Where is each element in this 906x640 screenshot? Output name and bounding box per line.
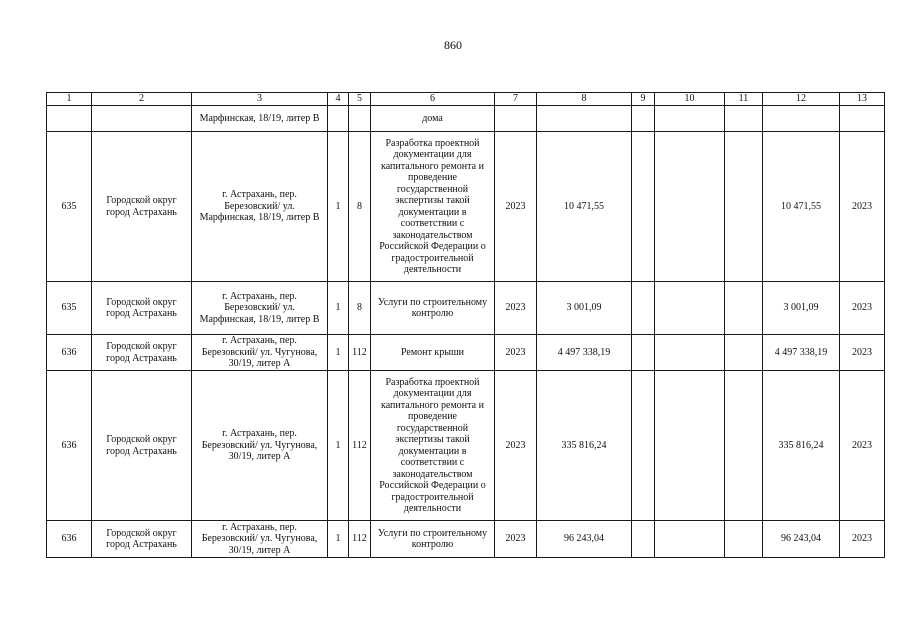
table-row	[47, 282, 885, 335]
row-number: 635	[47, 282, 92, 335]
col-11	[725, 335, 763, 371]
col-5: 8	[349, 132, 371, 282]
col-12: 4 497 338,19	[763, 335, 840, 371]
col-12	[763, 106, 840, 132]
address: Марфинская, 18/19, литер В	[192, 106, 328, 132]
col-4	[328, 106, 349, 132]
total-cost: 10 471,55	[537, 132, 632, 282]
col-12: 335 816,24	[763, 371, 840, 521]
column-number: 13	[840, 93, 885, 106]
column-number: 3	[192, 93, 328, 106]
col-10	[655, 282, 725, 335]
work-type: дома	[371, 106, 495, 132]
col-10	[655, 371, 725, 521]
col-11	[725, 282, 763, 335]
column-number: 10	[655, 93, 725, 106]
address: г. Астрахань, пер. Березовский/ ул. Марфинская, 18/19, литер В	[192, 282, 328, 335]
col-12: 96 243,04	[763, 521, 840, 558]
col-4: 1	[328, 371, 349, 521]
col-4: 1	[328, 282, 349, 335]
municipality: Городской округ город Астрахань	[92, 282, 192, 335]
municipality: Городской округ город Астрахань	[92, 335, 192, 371]
municipality: Городской округ город Астрахань	[92, 521, 192, 558]
col-4: 1	[328, 335, 349, 371]
completion-year: 2023	[840, 282, 885, 335]
col-5: 8	[349, 282, 371, 335]
total-cost: 96 243,04	[537, 521, 632, 558]
column-number: 11	[725, 93, 763, 106]
total-cost: 335 816,24	[537, 371, 632, 521]
table-row	[47, 106, 885, 132]
col-9	[632, 106, 655, 132]
column-number-row	[47, 93, 885, 106]
col-5: 112	[349, 521, 371, 558]
completion-year: 2023	[840, 132, 885, 282]
page-number: 860	[444, 38, 462, 52]
year: 2023	[495, 282, 537, 335]
col-10	[655, 335, 725, 371]
col-9	[632, 521, 655, 558]
municipality	[92, 106, 192, 132]
municipality: Городской округ город Астрахань	[92, 132, 192, 282]
year	[495, 106, 537, 132]
col-5: 112	[349, 371, 371, 521]
table-row	[47, 132, 885, 282]
year: 2023	[495, 371, 537, 521]
col-9	[632, 371, 655, 521]
work-type: Услуги по строительному контролю	[371, 282, 495, 335]
column-number: 8	[537, 93, 632, 106]
table-row	[47, 521, 885, 558]
column-number: 12	[763, 93, 840, 106]
col-4: 1	[328, 132, 349, 282]
completion-year: 2023	[840, 371, 885, 521]
col-5	[349, 106, 371, 132]
col-9	[632, 282, 655, 335]
col-10	[655, 521, 725, 558]
completion-year: 2023	[840, 335, 885, 371]
column-number: 5	[349, 93, 371, 106]
row-number: 636	[47, 371, 92, 521]
total-cost: 3 001,09	[537, 282, 632, 335]
program-table	[46, 92, 885, 558]
col-11	[725, 521, 763, 558]
col-9	[632, 335, 655, 371]
row-number: 636	[47, 335, 92, 371]
address: г. Астрахань, пер. Березовский/ ул. Марфинская, 18/19, литер В	[192, 132, 328, 282]
column-number: 2	[92, 93, 192, 106]
column-number: 1	[47, 93, 92, 106]
column-number: 6	[371, 93, 495, 106]
row-number: 635	[47, 132, 92, 282]
col-11	[725, 371, 763, 521]
work-type: Разработка проектной документации для капитального ремонта и проведение государственной экспертизы такой документации в соответствии с законодательством Российской Федерации о градостроительной деятельности	[371, 371, 495, 521]
col-12: 10 471,55	[763, 132, 840, 282]
col-11	[725, 132, 763, 282]
column-number: 9	[632, 93, 655, 106]
address: г. Астрахань, пер. Березовский/ ул. Чугунова, 30/19, литер А	[192, 371, 328, 521]
table-row	[47, 335, 885, 371]
work-type: Услуги по строительному контролю	[371, 521, 495, 558]
col-12: 3 001,09	[763, 282, 840, 335]
address: г. Астрахань, пер. Березовский/ ул. Чугунова, 30/19, литер А	[192, 335, 328, 371]
col-4: 1	[328, 521, 349, 558]
municipality: Городской округ город Астрахань	[92, 371, 192, 521]
row-number	[47, 106, 92, 132]
completion-year: 2023	[840, 521, 885, 558]
year: 2023	[495, 521, 537, 558]
work-type: Разработка проектной документации для капитального ремонта и проведение государственной экспертизы такой документации в соответствии с законодательством Российской Федерации о градостроительной деятельности	[371, 132, 495, 282]
year: 2023	[495, 132, 537, 282]
year: 2023	[495, 335, 537, 371]
col-11	[725, 106, 763, 132]
work-type: Ремонт крыши	[371, 335, 495, 371]
col-5: 112	[349, 335, 371, 371]
total-cost: 4 497 338,19	[537, 335, 632, 371]
col-9	[632, 132, 655, 282]
total-cost	[537, 106, 632, 132]
column-number: 4	[328, 93, 349, 106]
address: г. Астрахань, пер. Березовский/ ул. Чугунова, 30/19, литер А	[192, 521, 328, 558]
completion-year	[840, 106, 885, 132]
col-10	[655, 132, 725, 282]
col-10	[655, 106, 725, 132]
column-number: 7	[495, 93, 537, 106]
table-row	[47, 371, 885, 521]
row-number: 636	[47, 521, 92, 558]
